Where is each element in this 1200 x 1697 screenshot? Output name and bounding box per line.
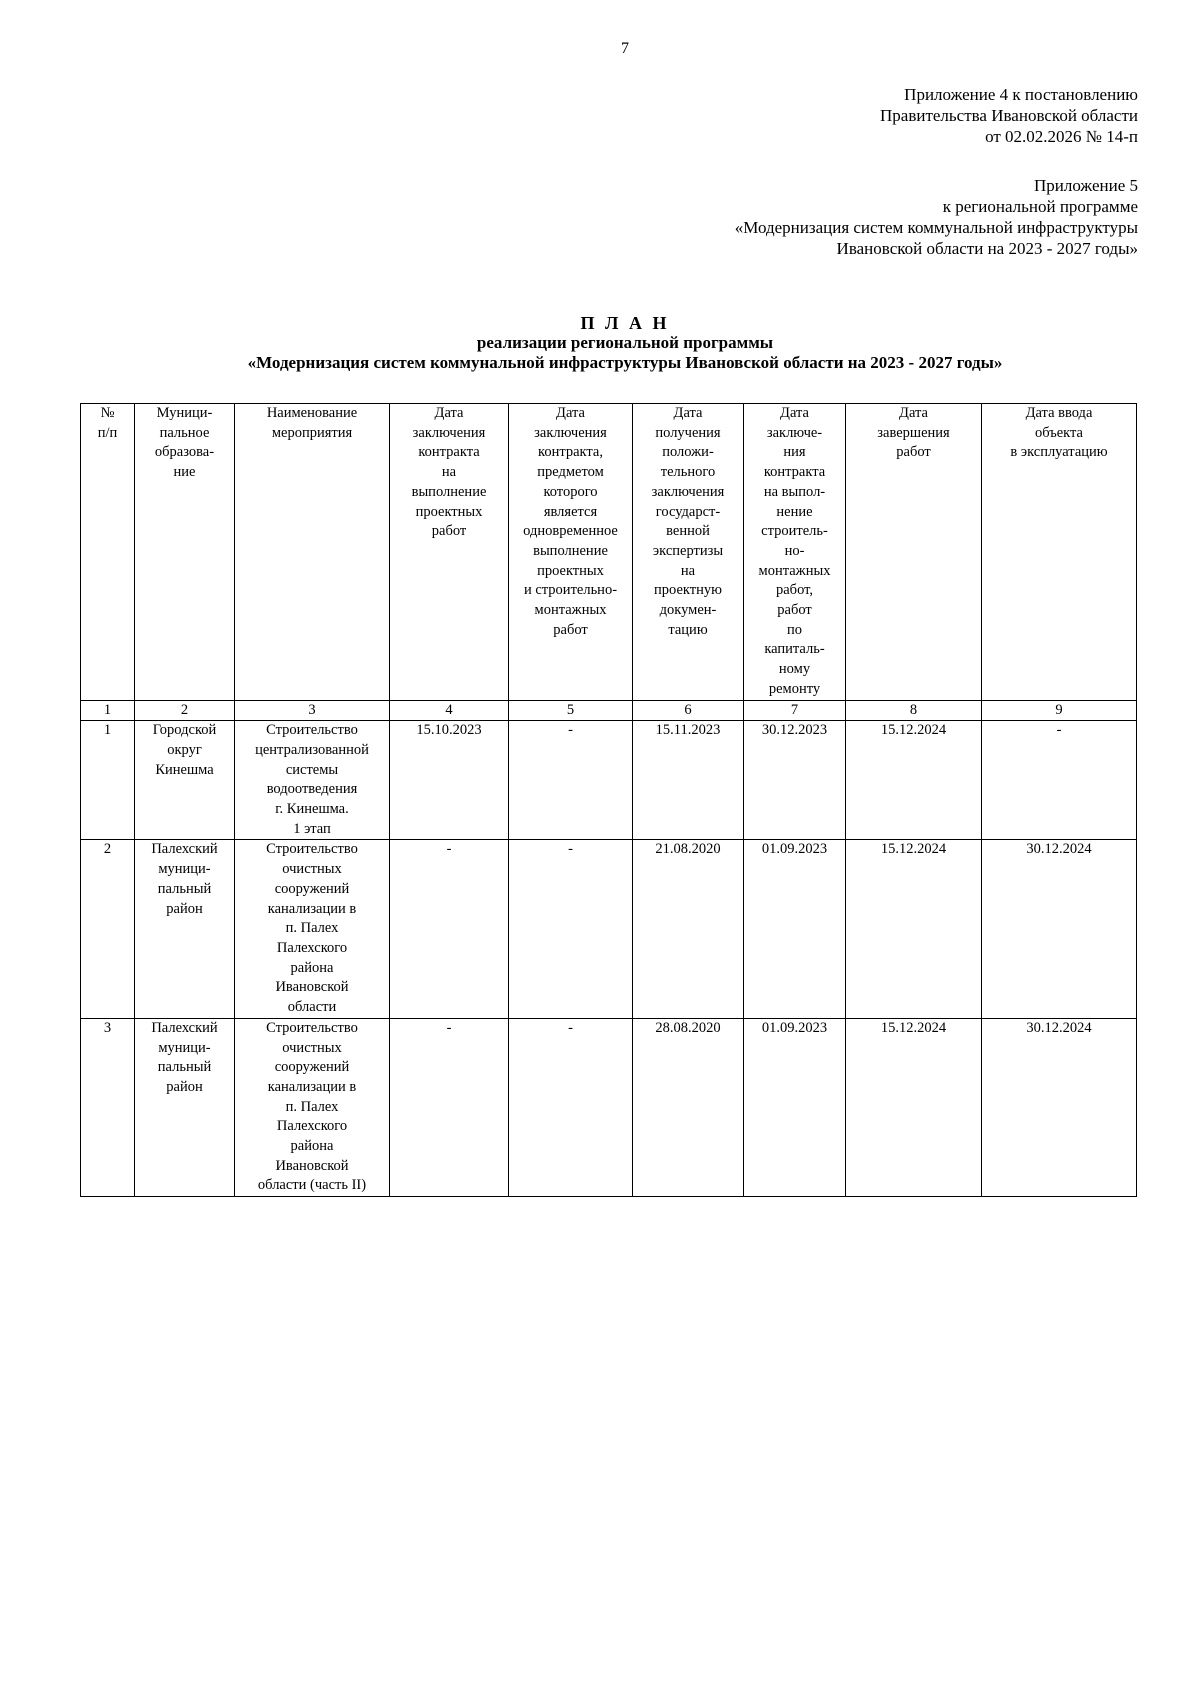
appendix-5-line: «Модернизация систем коммунальной инфраструктуры [734, 218, 1138, 237]
cell-date-design-contract: - [390, 840, 509, 1018]
header-date-commissioning: Дата ввода объекта в эксплуатацию [982, 404, 1137, 701]
cell-date-expertise: 15.11.2023 [633, 721, 744, 840]
cell-municipality: Палехский муници- пальный район [135, 840, 235, 1018]
header-date-design-contract: Дата заключения контракта на выполнение проектных работ [390, 404, 509, 701]
cell-date-completion: 15.12.2024 [846, 721, 982, 840]
column-number: 5 [509, 700, 633, 721]
cell-event: Строительство централизованной системы водоотведения г. Кинешма. 1 этап [235, 721, 390, 840]
column-number: 9 [982, 700, 1137, 721]
appendix-4-line: Приложение 4 к постановлению [904, 85, 1138, 104]
cell-date-combined-contract: - [509, 1018, 633, 1196]
appendix-4-line: от 02.02.2026 № 14-п [985, 127, 1138, 146]
cell-municipality: Палехский муници- пальный район [135, 1018, 235, 1196]
plan-table [80, 403, 1137, 1197]
appendix-5-header [735, 175, 1138, 259]
table-header-row [81, 404, 1137, 701]
header-date-construction-contract: Дата заключе- ния контракта на выпол- нение строитель- но- монтажных работ, работ по капиталь- ному ремонту [744, 404, 846, 701]
plan-title-program: «Модернизация систем коммунальной инфраструктуры Ивановской области на 2023 - 2027 годы» [247, 353, 1003, 372]
cell-date-construction-contract: 30.12.2023 [744, 721, 846, 840]
column-number: 7 [744, 700, 846, 721]
cell-event: Строительство очистных сооружений канализации в п. Палех Палехского района Ивановской области [235, 840, 390, 1018]
cell-date-completion: 15.12.2024 [846, 840, 982, 1018]
header-event: Наименование мероприятия [235, 404, 390, 701]
page-number: 7 [621, 40, 629, 57]
column-number-row [81, 700, 1137, 721]
cell-date-commissioning: - [982, 721, 1137, 840]
column-number: 3 [235, 700, 390, 721]
cell-num: 3 [81, 1018, 135, 1196]
appendix-4-line: Правительства Ивановской области [880, 106, 1138, 125]
cell-date-completion: 15.12.2024 [846, 1018, 982, 1196]
column-number: 2 [135, 700, 235, 721]
cell-event: Строительство очистных сооружений канализации в п. Палех Палехского района Ивановской области (часть II) [235, 1018, 390, 1196]
table-row [81, 1018, 1137, 1196]
cell-date-construction-contract: 01.09.2023 [744, 840, 846, 1018]
column-number: 1 [81, 700, 135, 721]
cell-municipality: Городской округ Кинешма [135, 721, 235, 840]
table-row [81, 721, 1137, 840]
header-date-completion: Дата завершения работ [846, 404, 982, 701]
cell-date-design-contract: - [390, 1018, 509, 1196]
cell-date-expertise: 28.08.2020 [633, 1018, 744, 1196]
cell-date-combined-contract: - [509, 840, 633, 1018]
cell-date-expertise: 21.08.2020 [633, 840, 744, 1018]
column-number: 8 [846, 700, 982, 721]
cell-num: 2 [81, 840, 135, 1018]
column-number: 6 [633, 700, 744, 721]
header-date-combined-contract: Дата заключения контракта, предметом которого является одновременное выполнение проектных и строительно- монтажных работ [509, 404, 633, 701]
table-row [81, 840, 1137, 1018]
plan-title [0, 313, 1200, 373]
cell-date-commissioning: 30.12.2024 [982, 840, 1137, 1018]
appendix-5-line: к региональной программе [942, 197, 1138, 216]
header-num: № п/п [81, 404, 135, 701]
cell-date-design-contract: 15.10.2023 [390, 721, 509, 840]
plan-title-main: П Л А Н [580, 313, 670, 333]
cell-num: 1 [81, 721, 135, 840]
plan-title-subtitle: реализации региональной программы [476, 333, 774, 352]
cell-date-commissioning: 30.12.2024 [982, 1018, 1137, 1196]
appendix-5-line: Приложение 5 [1034, 176, 1138, 195]
header-date-expertise: Дата получения положи- тельного заключения государст- венной экспертизы на проектную докумен- тацию [633, 404, 744, 701]
header-municipality: Муници- пальное образова- ние [135, 404, 235, 701]
cell-date-construction-contract: 01.09.2023 [744, 1018, 846, 1196]
cell-date-combined-contract: - [509, 721, 633, 840]
column-number: 4 [390, 700, 509, 721]
appendix-4-header [880, 84, 1138, 147]
appendix-5-line: Ивановской области на 2023 - 2027 годы» [836, 239, 1138, 258]
